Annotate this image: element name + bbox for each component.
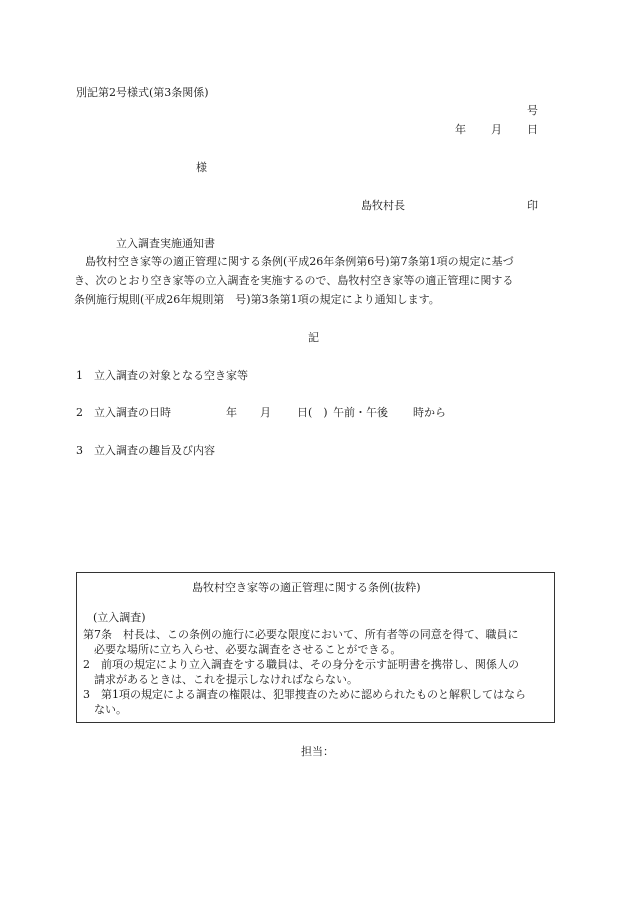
addressee-suffix: 様 xyxy=(196,161,207,174)
ki-heading: 記 xyxy=(308,331,319,344)
item-2-year: 年 xyxy=(226,406,237,419)
item-3-label: 立入調査の趣旨及び内容 xyxy=(94,444,215,457)
item-2-label: 立入調査の日時 xyxy=(94,406,171,419)
form-label: 別記第2号様式(第3条関係) xyxy=(76,86,209,99)
excerpt-line: 3 第1項の規定による調査の権限は、犯罪捜査のために認められたものと解釈してはなら xyxy=(83,688,526,701)
ordinance-excerpt-box xyxy=(76,572,555,723)
date-day: 日 xyxy=(527,123,538,136)
body-line: き、次のとおり空き家等の立入調査を実施するので、島牧村空き家等の適正管理に関する xyxy=(74,274,514,287)
body-line: 島牧村空き家等の適正管理に関する条例(平成26年条例第6号)第7条第1項の規定に基づ xyxy=(85,255,514,268)
excerpt-line: 請求があるときは、これを提示しなければならない。 xyxy=(94,673,358,686)
item-2-day: 日( ) xyxy=(297,406,328,419)
excerpt-line: ない。 xyxy=(94,703,127,716)
excerpt-line: 必要な場所に立ち入らせ、必要な調査をさせることができる。 xyxy=(94,643,402,656)
seal: 印 xyxy=(527,199,538,212)
excerpt-caption: (立入調査) xyxy=(93,611,146,624)
date-month: 月 xyxy=(491,123,502,136)
item-2-month: 月 xyxy=(260,406,271,419)
item-3-number: 3 xyxy=(76,444,83,457)
body-line: 条例施行規則(平成26年規則第 号)第3条第1項の規定により通知します。 xyxy=(74,293,440,306)
document-title: 立入調査実施通知書 xyxy=(116,237,215,250)
excerpt-heading: 島牧村空き家等の適正管理に関する条例(抜粋) xyxy=(192,581,421,594)
doc-number-suffix: 号 xyxy=(527,104,538,117)
date-year: 年 xyxy=(455,123,466,136)
item-2-ampm: 午前・午後 xyxy=(333,406,388,419)
item-1-number: 1 xyxy=(76,369,83,382)
excerpt-line: 2 前項の規定により立入調査をする職員は、その身分を示す証明書を携帯し、関係人の xyxy=(83,658,519,671)
excerpt-line: 第7条 村長は、この条例の施行に必要な限度において、所有者等の同意を得て、職員に xyxy=(83,628,519,641)
issuer: 島牧村長 xyxy=(361,199,405,212)
item-1-label: 立入調査の対象となる空き家等 xyxy=(94,369,248,382)
contact-label: 担当： xyxy=(301,745,334,758)
item-2-hour: 時から xyxy=(413,406,446,419)
item-2-number: 2 xyxy=(76,406,83,419)
